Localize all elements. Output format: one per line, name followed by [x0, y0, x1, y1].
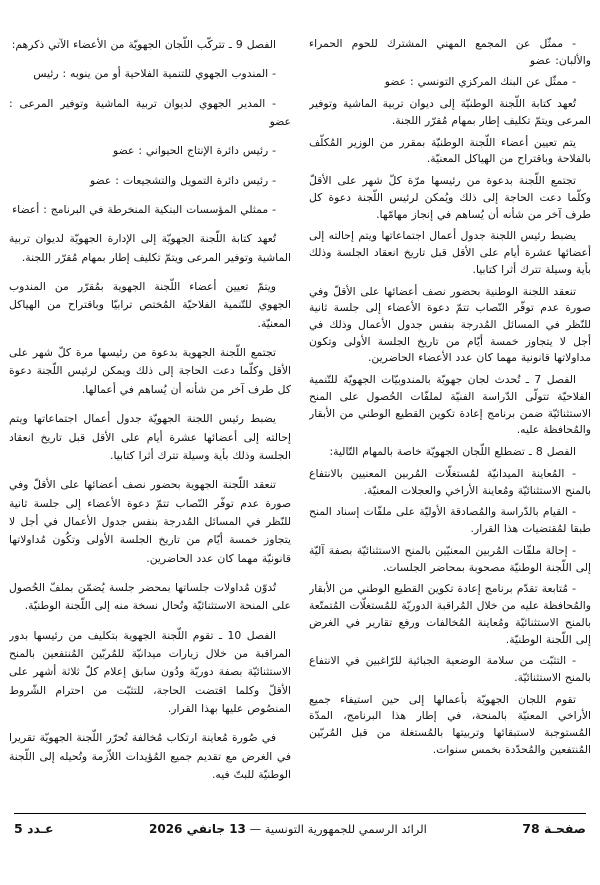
page-number-label: صفحـة 78: [522, 821, 586, 836]
paragraph: تقوم اللجان الجهويّة بأعمالها إلى حين استيفاء جميع الأراخي المعنيّة بالمنحة، في إطار هذا البرنامج، المدّة المُستوجبة لاستبقائها وتربيتها بالمُستغلة من قبل المُربّين المُنتفعين والمُحدّدة بخمس سنوات.: [309, 692, 591, 756]
footer-rule: [14, 813, 586, 814]
paragraph: - إحالة ملفّات المُربين المعنيّين بالمنح الاستثنائيّة بصفة آليّة إلى اللّجنة الوطنيّة مصحوبة بمحاضر الجلسات.: [309, 543, 591, 574]
paragraph: - التثبّت من سلامة الوضعية الجبائية للرّاغبين في الانتفاع بالمنح الاستثنائيّة.: [309, 654, 591, 684]
paragraph: تُعهد كتابة اللّجنة الوطنيّة إلى ديوان تربية الماشية وتوفير المرعى ويتمّ تكليف إطار بمهام مُقرّر اللجنة.: [309, 97, 591, 127]
paragraph: تنعقد اللجنة الوطنية بحضور نصف أعضائها على الأقلّ وفي صورة عدم توفّر النّصاب تتمّ دعوة الأعضاء إلى جلسة ثانية للنّظر في المسائل المُدرجة بنفس جدول الأعمال وذلك في أجل لا يتجاوز خمسة أيّام من تاريخ الجلسة الأولى وتكون مداولاتها قانونية مهما كان عدد الأعضاء الحاضرين.: [309, 284, 591, 365]
paragraph: - المندوب الجهوي للتنمية الفلاحية أو من ينوبه : رئيس: [33, 67, 276, 81]
paragraph: تُدوّن مُداولات جلساتها بمحضر جلسة يُضمّن بملفّ الحُصول على المنحة الاستثنائيّة وتُحال نسخة منه إلى اللّجنة الوطنيّة.: [9, 580, 291, 613]
issue-number-label: عـدد 5: [14, 821, 54, 836]
paragraph: - ممثّل عن البنك المركزي التونسي : عضو: [384, 75, 576, 89]
column-left: [9, 36, 291, 808]
gazette-title: [149, 822, 427, 836]
footer-row: [14, 821, 586, 836]
paragraph: - المُعاينة الميدانيّة لمُستغلّات المُربين المعنيين بالانتفاع بالمنح الاستثنائيّة ومُعاينة الأراخي والعجلات المعنيّة.: [309, 466, 591, 497]
paragraph: الفصل 8 ـ تضطلع اللّجان الجهويّة خاصة بالمهام التّالية:: [329, 445, 576, 459]
paragraph: - مُتابعة تقدّم برنامج إعادة تكوين القطيع الوطني من الأبقار والمُحافظة عليه من خلال المُراقبة الدوريّة للمُستغلّات المُتمتّعة بالمنح الاستثنائيّة ومُعاينة المُخالفات ورفع تقارير في الغرض إلى اللّجنة الوطنيّة.: [309, 582, 591, 646]
paragraph: - رئيس دائرة الإنتاج الحيواني : عضو: [113, 144, 276, 158]
paragraph: الفصل 10 ـ تقوم اللّجنة الجهوية بتكليف من رئيسها بدور المراقبة من خلال زيارات ميدانيّة للمُربّين المُنتفعين بالمنح الاستثنائيّة بصفة دوريّة ودُون سابق إعلام كلّ ثلاثة أشهر على الأقلّ وكلما اقتضت الحاجة، للتثبّت من احترام الشّروط المنصُوص عليها بهذا القرار.: [9, 628, 291, 715]
paragraph: - ممثلي المؤسسات البنكية المنخرطة في البرنامج : أعضاء: [12, 203, 276, 217]
paragraph: يضبط رئيس اللجنة الجهويّة جدول أعمال اجتماعاتها ويتم إحالته إلى أعضائها عشرة أيام على الأقل قبل تاريخ انعقاد الجلسة وذلك بأية وسيلة تترك أثرا كتابيا.: [9, 412, 291, 462]
paragraph: يضبط رئيس اللجنة جدول أعمال اجتماعاتها ويتم إحالته إلى أعضائها عشرة أيام على الأقل قبل تاريخ انعقاد الجلسة وذلك بأية وسيلة تترك أثرا كتابيا.: [309, 229, 591, 276]
gazette-title-text: الرائد الرسمي للجمهورية التونسية —: [249, 822, 427, 836]
paragraph: تجتمع اللّجنة بدعوة من رئيسها مرّة كلّ شهر على الأقلّ وكلّما دعت الحاجة إلى ذلك ويُمكن لرئيس اللّجنة دعوة كل طرف آخر من شأنه أن يُساهم في إنجاز مهامّها.: [309, 174, 591, 221]
paragraph: تُعهد كتابة اللّجنة الجهويّة إلى الإدارة الجهويّة لديوان تربية الماشية وتوفير المرعى ويتمّ تكليف إطار بمهام مُقرّر اللجنة.: [9, 232, 291, 264]
paragraph: ويتمّ تعيين أعضاء اللّجنة الجهوية بمُقرّر من المندوب الجهوي للتّنمية الفلاحيّة المُختص ترابيّا وباقتراح من الهياكل المعنيّة.: [9, 280, 291, 330]
paragraph: تنعقد اللّجنة الجهوية بحضور نصف أعضائها على الأقلّ وفي صورة عدم توفّر النّصاب تتمّ دعوة الأعضاء إلى جلسة ثانية للنّظر في المسائل المُدرجة بنفس جدول الأعمال في أجل لا يتجاوز خمسة أيّام من تاريخ الجلسة الأولى وتكُون مُداولاتها قانونيّة مهما كان عدد الحاضرين.: [9, 478, 291, 565]
paragraph: - المدير الجهوي لديوان تربية الماشية وتوفير المرعى : عضو: [9, 96, 291, 129]
paragraph: تجتمع اللّجنة الجهوية بدعوة من رئيسها مرة كلّ شهر على الأقل وكلّما دعت الحاجة إلى ذلك ويمكن لرئيس اللّجنة دعوة كل طرف آخر من شأنه أن يُساهم في أعمالها.: [9, 346, 291, 396]
paragraph: الفصل 9 ـ تتركّب اللّجان الجهويّة من الأعضاء الآتي ذكرهم:: [11, 38, 276, 51]
column-right: [309, 36, 591, 808]
paragraph: - ممثّل عن المجمع المهني المشترك للحوم الحمراء والألبان: عضو: [309, 37, 591, 67]
paragraph: - القيام بالدّراسة والمُصادقة الأوليّة على ملفّات إسناد المنح طبقا لمُقتضيات هذا القرار.: [309, 505, 591, 536]
text-columns: [9, 36, 591, 808]
page-footer: [14, 813, 586, 836]
paragraph: يتم تعيين أعضاء اللّجنة الوطنيّة بمقرر من الوزير المُكلّف بالفلاحة وباقتراح من الهياكل المعنيّة.: [309, 135, 591, 166]
paragraph: - رئيس دائرة التمويل والتشجيعات : عضو: [89, 173, 276, 187]
paragraph: الفصل 7 ـ تُحدث لجان جهويّة بالمندوبيّات الجهويّة للتّنمية الفلاحيّة تتولّى الدّراسة الفنيّة لملفّات الحُصول على المنح الاستثنائيّة ضمن برنامج إعادة تكوين القطيع الوطني من الأبقار والمُحافظة عليه.: [309, 373, 591, 437]
gazette-date: 13 جانفي 2026: [149, 822, 246, 836]
paragraph: في صُورة مُعاينة ارتكاب مُخالفة تُحرّر اللّجنة الجهويّة تقريرا في الغرض مع تقديم جميع المُؤيدات اللاّزمة وتُحيله إلى اللّجنة الوطنيّة للبتّ فيه.: [9, 731, 291, 781]
